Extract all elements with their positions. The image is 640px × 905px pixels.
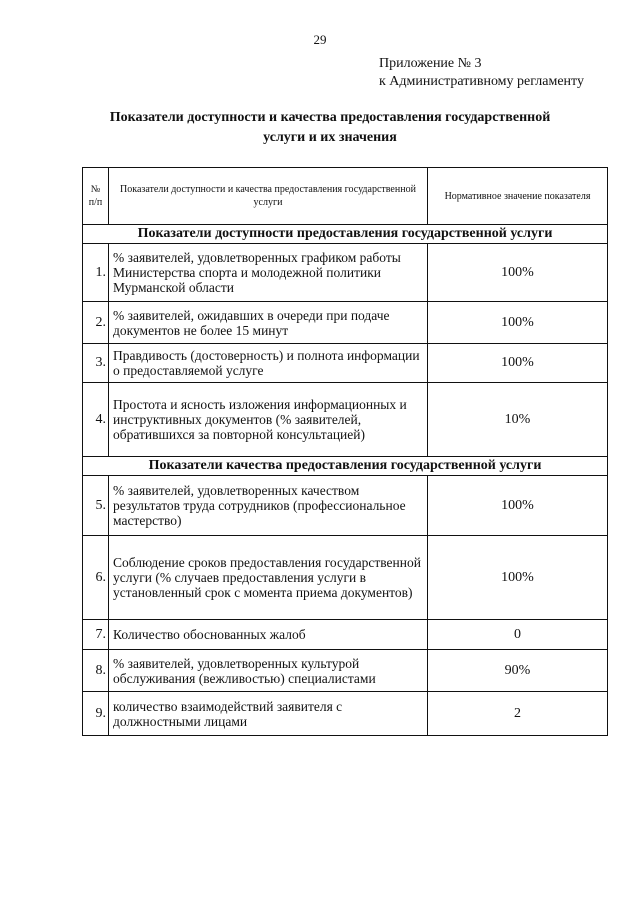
row-value: 100% xyxy=(428,302,608,344)
document-title-line-1: Показатели доступности и качества предоставления государственной xyxy=(109,110,551,125)
table-row xyxy=(83,302,608,344)
row-value: 100% xyxy=(428,476,608,536)
table-row xyxy=(83,536,608,620)
row-indicator: количество взаимодействий заявителя с должностными лицами xyxy=(109,692,428,736)
row-value: 0 xyxy=(428,620,608,650)
section-title-accessibility: Показатели доступности предоставления государственной услуги xyxy=(83,225,608,244)
appendix-line-1: Приложение № 3 xyxy=(379,56,482,71)
row-value: 100% xyxy=(428,344,608,383)
header-value: Нормативное значение показателя xyxy=(428,168,608,225)
row-number: 9. xyxy=(83,692,109,736)
appendix-line-2: к Административному регламенту xyxy=(379,74,584,89)
row-number: 5. xyxy=(83,476,109,536)
row-indicator: % заявителей, удовлетворенных графиком работы Министерства спорта и молодежной политики Мурманской области xyxy=(109,244,428,302)
row-value: 90% xyxy=(428,650,608,692)
row-indicator: Простота и ясность изложения информационных и инструктивных документов (% заявителей, обратившихся за повторной консультацией) xyxy=(109,383,428,457)
row-indicator: % заявителей, удовлетворенных культурой обслуживания (вежливостью) специалистами xyxy=(109,650,428,692)
table-row xyxy=(83,244,608,302)
table-row xyxy=(83,692,608,736)
page-number: 29 xyxy=(313,32,327,47)
row-indicator: % заявителей, ожидавших в очереди при подаче документов не более 15 минут xyxy=(109,302,428,344)
row-number: 1. xyxy=(83,244,109,302)
row-value: 100% xyxy=(428,244,608,302)
row-value: 100% xyxy=(428,536,608,620)
row-number: 4. xyxy=(83,383,109,457)
document-title xyxy=(70,108,590,148)
table-row xyxy=(83,476,608,536)
indicators-table xyxy=(82,167,608,736)
table-row xyxy=(83,650,608,692)
table-row xyxy=(83,344,608,383)
table-row xyxy=(83,383,608,457)
document-title-line-2: услуги и их значения xyxy=(263,130,397,145)
header-indicator: Показатели доступности и качества предоставления государственной услуги xyxy=(109,168,428,225)
row-value: 2 xyxy=(428,692,608,736)
section-row-accessibility xyxy=(83,225,608,244)
row-value: 10% xyxy=(428,383,608,457)
row-number: 7. xyxy=(83,620,109,650)
row-indicator: Соблюдение сроков предоставления государственной услуги (% случаев предоставления услуги в установленный срок с момента приема документов) xyxy=(109,536,428,620)
row-indicator: % заявителей, удовлетворенных качеством результатов труда сотрудников (профессиональное мастерство) xyxy=(109,476,428,536)
row-indicator: Количество обоснованных жалоб xyxy=(109,620,428,650)
table-header-row xyxy=(83,168,608,225)
row-number: 2. xyxy=(83,302,109,344)
row-number: 3. xyxy=(83,344,109,383)
section-title-quality: Показатели качества предоставления государственной услуги xyxy=(83,457,608,476)
header-num: № п/п xyxy=(83,168,109,225)
section-row-quality xyxy=(83,457,608,476)
row-indicator: Правдивость (достоверность) и полнота информации о предоставляемой услуге xyxy=(109,344,428,383)
row-number: 8. xyxy=(83,650,109,692)
appendix-note xyxy=(379,55,584,91)
row-number: 6. xyxy=(83,536,109,620)
table-row xyxy=(83,620,608,650)
